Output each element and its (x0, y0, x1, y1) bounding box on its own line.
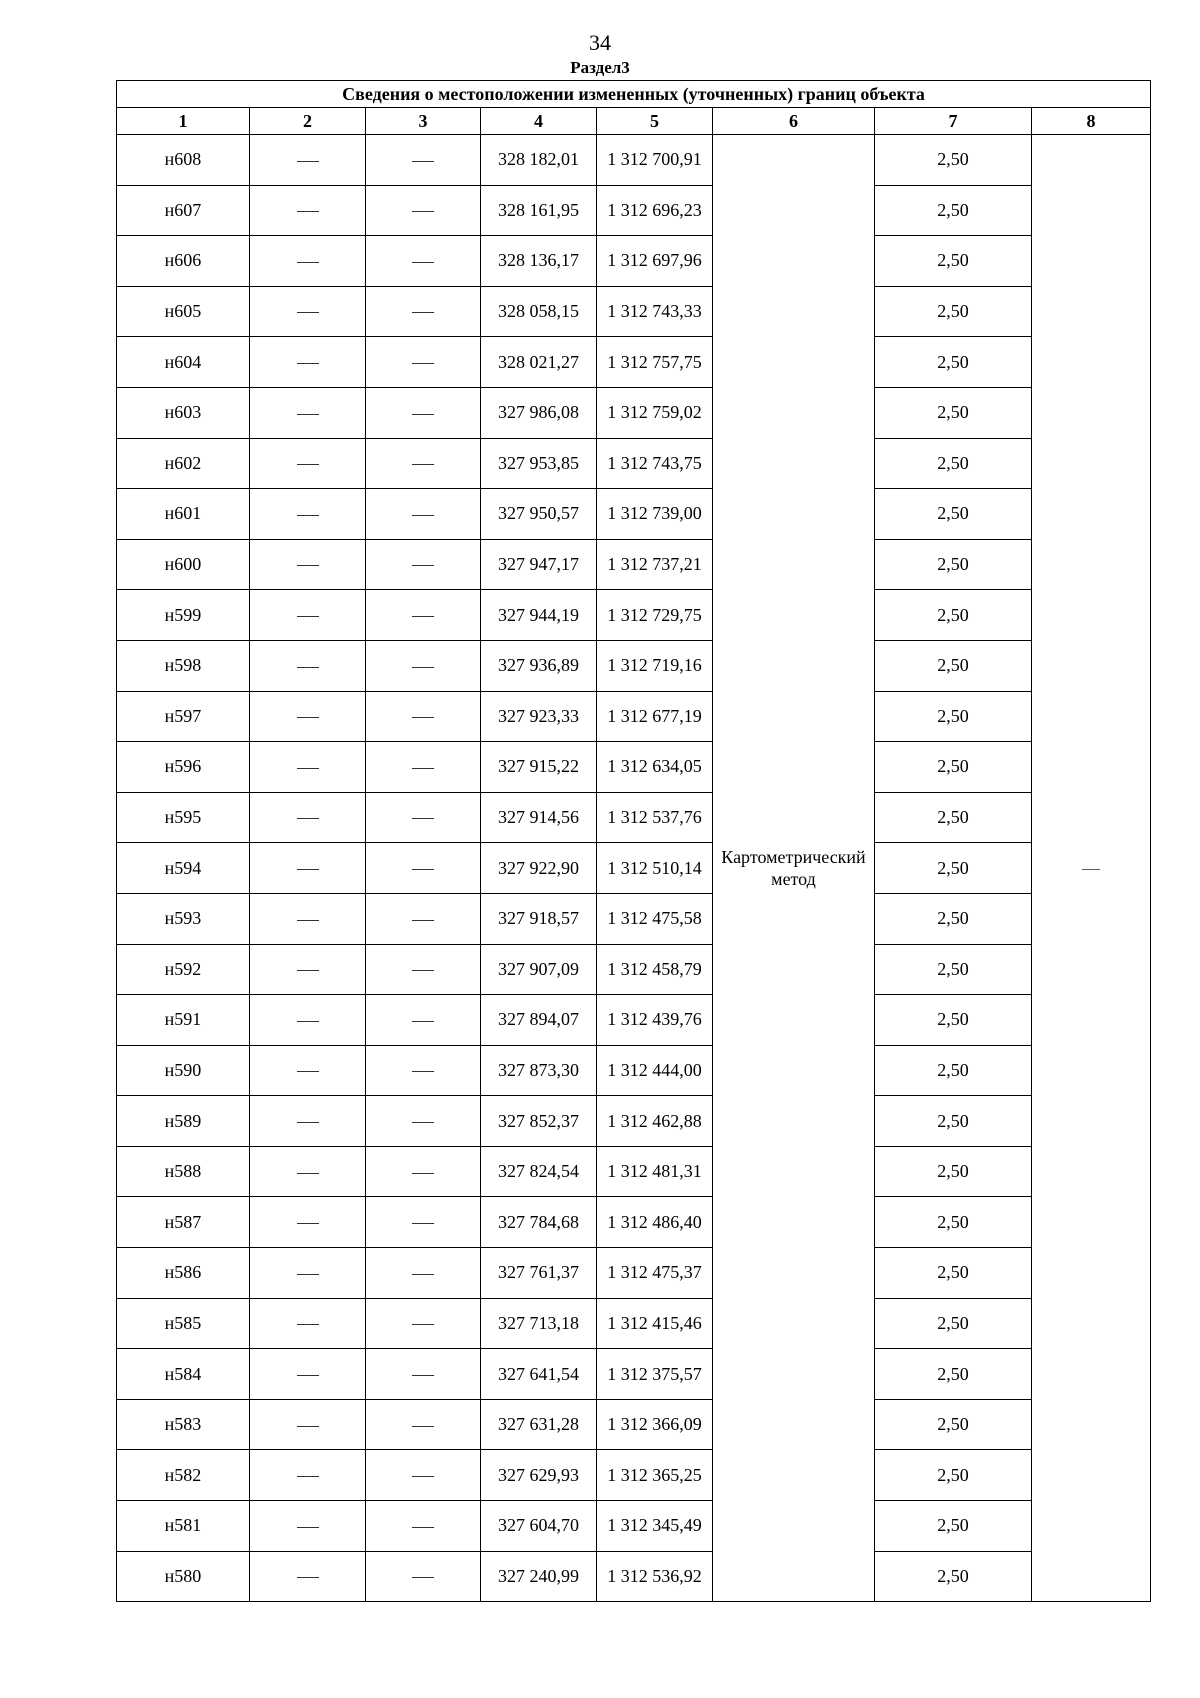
accuracy-cell: 2,50 (875, 944, 1032, 995)
dash-mark (297, 161, 319, 162)
table-row (117, 1197, 1151, 1248)
x-coordinate-cell: 327 907,09 (481, 944, 597, 995)
table-row (117, 1450, 1151, 1501)
accuracy-cell: 2,50 (875, 387, 1032, 438)
x-coordinate-cell: 327 852,37 (481, 1096, 597, 1147)
point-name-cell: н586 (117, 1248, 250, 1299)
y-coordinate-cell: 1 312 677,19 (597, 691, 713, 742)
page-number: 34 (589, 30, 611, 55)
accuracy-cell: 2,50 (875, 691, 1032, 742)
dash-mark (412, 1375, 434, 1376)
point-name-cell: н605 (117, 286, 250, 337)
point-name-cell: н581 (117, 1501, 250, 1552)
dash-mark (297, 717, 319, 718)
column-3-cell (366, 387, 481, 438)
column-3-cell (366, 185, 481, 236)
x-coordinate-cell: 327 784,68 (481, 1197, 597, 1248)
dash-mark (297, 1223, 319, 1224)
x-coordinate-cell: 327 604,70 (481, 1501, 597, 1552)
table-row (117, 286, 1151, 337)
column-3-cell (366, 1045, 481, 1096)
column-2-cell (250, 135, 366, 186)
y-coordinate-cell: 1 312 537,76 (597, 792, 713, 843)
column-3-cell (366, 1197, 481, 1248)
y-coordinate-cell: 1 312 729,75 (597, 590, 713, 641)
column-3-cell (366, 1399, 481, 1450)
point-name-cell: н592 (117, 944, 250, 995)
dash-mark (412, 414, 434, 415)
accuracy-cell: 2,50 (875, 1450, 1032, 1501)
table-row (117, 1146, 1151, 1197)
point-name-cell: н582 (117, 1450, 250, 1501)
dash-mark (412, 1426, 434, 1427)
column-3-cell (366, 691, 481, 742)
dash-mark (297, 1527, 319, 1528)
column-number: 6 (713, 108, 875, 135)
y-coordinate-cell: 1 312 743,33 (597, 286, 713, 337)
point-name-cell: н597 (117, 691, 250, 742)
table-row (117, 691, 1151, 742)
point-name-cell: н591 (117, 995, 250, 1046)
column-2-cell (250, 590, 366, 641)
point-name-cell: н595 (117, 792, 250, 843)
column-3-cell (366, 539, 481, 590)
table-row (117, 1501, 1151, 1552)
column-2-cell (250, 438, 366, 489)
column-3-cell (366, 640, 481, 691)
column-3-cell (366, 590, 481, 641)
point-name-cell: н584 (117, 1349, 250, 1400)
y-coordinate-cell: 1 312 700,91 (597, 135, 713, 186)
table-row (117, 1298, 1151, 1349)
accuracy-cell: 2,50 (875, 1349, 1032, 1400)
table-row (117, 1551, 1151, 1602)
column-2-cell (250, 1349, 366, 1400)
dash-mark (412, 1324, 434, 1325)
column-3-cell (366, 1146, 481, 1197)
column-2-cell (250, 236, 366, 287)
x-coordinate-cell: 327 824,54 (481, 1146, 597, 1197)
column-3-cell (366, 135, 481, 186)
dash-mark (297, 1274, 319, 1275)
x-coordinate-cell: 327 986,08 (481, 387, 597, 438)
column-2-cell (250, 185, 366, 236)
y-coordinate-cell: 1 312 458,79 (597, 944, 713, 995)
column-2-cell (250, 1045, 366, 1096)
y-coordinate-cell: 1 312 375,57 (597, 1349, 713, 1400)
y-coordinate-cell: 1 312 444,00 (597, 1045, 713, 1096)
dash-mark (297, 1577, 319, 1578)
y-coordinate-cell: 1 312 510,14 (597, 843, 713, 894)
y-coordinate-cell: 1 312 486,40 (597, 1197, 713, 1248)
accuracy-cell: 2,50 (875, 792, 1032, 843)
point-name-cell: н603 (117, 387, 250, 438)
point-name-cell: н588 (117, 1146, 250, 1197)
column-3-cell (366, 438, 481, 489)
table-row (117, 590, 1151, 641)
y-coordinate-cell: 1 312 365,25 (597, 1450, 713, 1501)
column-3-cell (366, 1450, 481, 1501)
x-coordinate-cell: 327 761,37 (481, 1248, 597, 1299)
column-2-cell (250, 1197, 366, 1248)
dash-mark (412, 616, 434, 617)
column-3-cell (366, 337, 481, 388)
dash-mark (297, 616, 319, 617)
accuracy-cell: 2,50 (875, 1197, 1032, 1248)
column-number-row (117, 108, 1151, 135)
column-3-cell (366, 489, 481, 540)
x-coordinate-cell: 327 873,30 (481, 1045, 597, 1096)
accuracy-cell: 2,50 (875, 1096, 1032, 1147)
x-coordinate-cell: 327 944,19 (481, 590, 597, 641)
dash-mark (297, 262, 319, 263)
dash-mark (297, 667, 319, 668)
table-row (117, 135, 1151, 186)
point-name-cell: н608 (117, 135, 250, 186)
table-row (117, 995, 1151, 1046)
x-coordinate-cell: 327 915,22 (481, 742, 597, 793)
accuracy-cell: 2,50 (875, 185, 1032, 236)
dash-mark (412, 1021, 434, 1022)
accuracy-cell: 2,50 (875, 1248, 1032, 1299)
column-3-cell (366, 1349, 481, 1400)
point-name-cell: н601 (117, 489, 250, 540)
accuracy-cell: 2,50 (875, 135, 1032, 186)
dash-mark (297, 1476, 319, 1477)
accuracy-cell: 2,50 (875, 590, 1032, 641)
accuracy-cell: 2,50 (875, 438, 1032, 489)
dash-mark (412, 920, 434, 921)
column-3-cell (366, 843, 481, 894)
accuracy-cell: 2,50 (875, 489, 1032, 540)
accuracy-cell: 2,50 (875, 640, 1032, 691)
column-3-cell (366, 944, 481, 995)
dash-mark (412, 1122, 434, 1123)
x-coordinate-cell: 327 240,99 (481, 1551, 597, 1602)
column-2-cell (250, 843, 366, 894)
dash-mark (412, 565, 434, 566)
dash-mark (412, 161, 434, 162)
x-coordinate-cell: 328 136,17 (481, 236, 597, 287)
x-coordinate-cell: 327 923,33 (481, 691, 597, 742)
column-3-cell (366, 742, 481, 793)
point-name-cell: н598 (117, 640, 250, 691)
y-coordinate-cell: 1 312 634,05 (597, 742, 713, 793)
dash-mark (297, 1173, 319, 1174)
column-3-cell (366, 1248, 481, 1299)
column-2-cell (250, 1146, 366, 1197)
dash-mark (412, 1527, 434, 1528)
column-number: 5 (597, 108, 713, 135)
column-2-cell (250, 286, 366, 337)
point-name-cell: н596 (117, 742, 250, 793)
table-row (117, 640, 1151, 691)
table-row (117, 944, 1151, 995)
point-name-cell: н602 (117, 438, 250, 489)
accuracy-cell: 2,50 (875, 337, 1032, 388)
dash-mark (412, 1223, 434, 1224)
x-coordinate-cell: 327 922,90 (481, 843, 597, 894)
column-2-cell (250, 1399, 366, 1450)
dash-mark (412, 211, 434, 212)
x-coordinate-cell: 328 161,95 (481, 185, 597, 236)
column-number: 2 (250, 108, 366, 135)
dash-mark (297, 970, 319, 971)
section-title: Раздел3 (570, 58, 630, 77)
accuracy-cell: 2,50 (875, 236, 1032, 287)
dash-mark (297, 464, 319, 465)
table-row (117, 438, 1151, 489)
y-coordinate-cell: 1 312 737,21 (597, 539, 713, 590)
point-name-cell: н593 (117, 893, 250, 944)
column-2-cell (250, 1298, 366, 1349)
dash-mark (297, 768, 319, 769)
y-coordinate-cell: 1 312 757,75 (597, 337, 713, 388)
table-row (117, 539, 1151, 590)
dash-mark (297, 1021, 319, 1022)
y-coordinate-cell: 1 312 415,46 (597, 1298, 713, 1349)
y-coordinate-cell: 1 312 475,58 (597, 893, 713, 944)
dash-mark (297, 1375, 319, 1376)
column-2-cell (250, 539, 366, 590)
table-row (117, 742, 1151, 793)
x-coordinate-cell: 327 629,93 (481, 1450, 597, 1501)
table-row (117, 185, 1151, 236)
point-name-cell: н587 (117, 1197, 250, 1248)
column-2-cell (250, 1096, 366, 1147)
dash-mark (412, 970, 434, 971)
point-name-cell: н589 (117, 1096, 250, 1147)
dash-mark (297, 869, 319, 870)
y-coordinate-cell: 1 312 743,75 (597, 438, 713, 489)
y-coordinate-cell: 1 312 345,49 (597, 1501, 713, 1552)
point-name-cell: н580 (117, 1551, 250, 1602)
column-number: 1 (117, 108, 250, 135)
accuracy-cell: 2,50 (875, 893, 1032, 944)
column-2-cell (250, 691, 366, 742)
column-3-cell (366, 1551, 481, 1602)
column-8-cell: — (1032, 135, 1151, 1602)
dash-mark (297, 363, 319, 364)
dash-mark (297, 1324, 319, 1325)
point-name-cell: н604 (117, 337, 250, 388)
y-coordinate-cell: 1 312 739,00 (597, 489, 713, 540)
x-coordinate-cell: 327 641,54 (481, 1349, 597, 1400)
dash-mark (412, 363, 434, 364)
column-2-cell (250, 1501, 366, 1552)
accuracy-cell: 2,50 (875, 1045, 1032, 1096)
accuracy-cell: 2,50 (875, 742, 1032, 793)
point-name-cell: н585 (117, 1298, 250, 1349)
dash-mark (297, 515, 319, 516)
x-coordinate-cell: 327 947,17 (481, 539, 597, 590)
accuracy-cell: 2,50 (875, 539, 1032, 590)
table-row (117, 387, 1151, 438)
dash-mark (297, 211, 319, 212)
table-row (117, 337, 1151, 388)
dash-mark (412, 667, 434, 668)
table-row (117, 1096, 1151, 1147)
column-2-cell (250, 995, 366, 1046)
x-coordinate-cell: 327 950,57 (481, 489, 597, 540)
y-coordinate-cell: 1 312 462,88 (597, 1096, 713, 1147)
dash-mark (412, 818, 434, 819)
accuracy-cell: 2,50 (875, 1399, 1032, 1450)
point-name-cell: н606 (117, 236, 250, 287)
point-name-cell: н599 (117, 590, 250, 641)
column-3-cell (366, 236, 481, 287)
column-3-cell (366, 893, 481, 944)
dash-mark (297, 414, 319, 415)
table-row (117, 489, 1151, 540)
x-coordinate-cell: 327 953,85 (481, 438, 597, 489)
column-2-cell (250, 1450, 366, 1501)
x-coordinate-cell: 328 182,01 (481, 135, 597, 186)
column-3-cell (366, 995, 481, 1046)
coordinates-table (116, 80, 1151, 1602)
accuracy-cell: 2,50 (875, 1146, 1032, 1197)
column-number: 8 (1032, 108, 1151, 135)
dash-mark (412, 1071, 434, 1072)
dash-mark (412, 1173, 434, 1174)
method-cell: Картометрический метод (713, 135, 875, 1602)
dash-mark (412, 768, 434, 769)
column-2-cell (250, 640, 366, 691)
point-name-cell: н583 (117, 1399, 250, 1450)
table-caption: Сведения о местоположении измененных (уточненных) границ объекта (117, 81, 1151, 108)
column-2-cell (250, 792, 366, 843)
y-coordinate-cell: 1 312 719,16 (597, 640, 713, 691)
point-name-cell: н590 (117, 1045, 250, 1096)
dash-mark (297, 1122, 319, 1123)
dash-mark (412, 1577, 434, 1578)
column-number: 7 (875, 108, 1032, 135)
x-coordinate-cell: 327 631,28 (481, 1399, 597, 1450)
point-name-cell: н600 (117, 539, 250, 590)
column-2-cell (250, 742, 366, 793)
dash-mark (412, 515, 434, 516)
accuracy-cell: 2,50 (875, 1501, 1032, 1552)
column-3-cell (366, 286, 481, 337)
dash-mark (412, 1274, 434, 1275)
table-row (117, 792, 1151, 843)
x-coordinate-cell: 327 936,89 (481, 640, 597, 691)
x-coordinate-cell: 328 058,15 (481, 286, 597, 337)
x-coordinate-cell: 327 713,18 (481, 1298, 597, 1349)
point-name-cell: н594 (117, 843, 250, 894)
table-row (117, 1349, 1151, 1400)
dash-mark (412, 464, 434, 465)
column-3-cell (366, 1298, 481, 1349)
dash-mark (297, 312, 319, 313)
column-number: 3 (366, 108, 481, 135)
column-3-cell (366, 1501, 481, 1552)
accuracy-cell: 2,50 (875, 1298, 1032, 1349)
accuracy-cell: 2,50 (875, 995, 1032, 1046)
y-coordinate-cell: 1 312 366,09 (597, 1399, 713, 1450)
column-2-cell (250, 1248, 366, 1299)
accuracy-cell: 2,50 (875, 843, 1032, 894)
column-3-cell (366, 792, 481, 843)
y-coordinate-cell: 1 312 697,96 (597, 236, 713, 287)
column-2-cell (250, 337, 366, 388)
column-2-cell (250, 489, 366, 540)
x-coordinate-cell: 328 021,27 (481, 337, 597, 388)
column-3-cell (366, 1096, 481, 1147)
column-number: 4 (481, 108, 597, 135)
column-2-cell (250, 893, 366, 944)
dash-mark (412, 869, 434, 870)
dash-mark (297, 565, 319, 566)
y-coordinate-cell: 1 312 536,92 (597, 1551, 713, 1602)
column-2-cell (250, 1551, 366, 1602)
accuracy-cell: 2,50 (875, 1551, 1032, 1602)
dash-mark (297, 818, 319, 819)
y-coordinate-cell: 1 312 696,23 (597, 185, 713, 236)
table-row (117, 1045, 1151, 1096)
point-name-cell: н607 (117, 185, 250, 236)
table-row (117, 236, 1151, 287)
y-coordinate-cell: 1 312 439,76 (597, 995, 713, 1046)
column-2-cell (250, 944, 366, 995)
dash-mark (297, 1426, 319, 1427)
table-row (117, 893, 1151, 944)
table-body (117, 135, 1151, 1602)
dash-mark (412, 312, 434, 313)
dash-mark (297, 1071, 319, 1072)
y-coordinate-cell: 1 312 759,02 (597, 387, 713, 438)
accuracy-cell: 2,50 (875, 286, 1032, 337)
x-coordinate-cell: 327 918,57 (481, 893, 597, 944)
dash-mark (297, 920, 319, 921)
table-row (117, 1248, 1151, 1299)
y-coordinate-cell: 1 312 481,31 (597, 1146, 713, 1197)
x-coordinate-cell: 327 894,07 (481, 995, 597, 1046)
column-2-cell (250, 387, 366, 438)
table-row (117, 1399, 1151, 1450)
dash-mark (412, 717, 434, 718)
x-coordinate-cell: 327 914,56 (481, 792, 597, 843)
dash-mark (412, 262, 434, 263)
dash-mark (412, 1476, 434, 1477)
table-row (117, 843, 1151, 894)
y-coordinate-cell: 1 312 475,37 (597, 1248, 713, 1299)
